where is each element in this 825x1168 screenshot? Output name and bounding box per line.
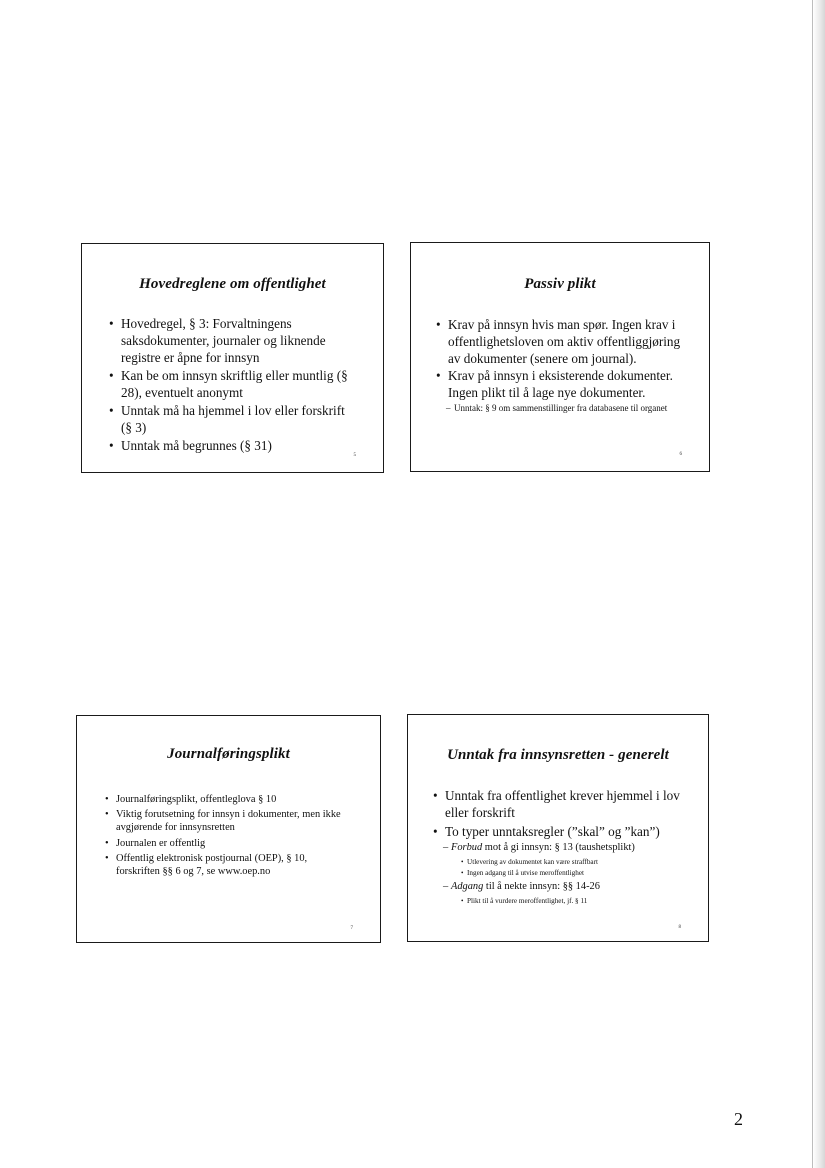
page-number: 2 — [734, 1109, 743, 1129]
forbud-text: mot å gi innsyn: § 13 (taushetsplikt) — [482, 842, 635, 853]
sub-bullet-list — [454, 402, 691, 414]
sub-sub-bullet-item: • Plikt til å vurdere meroffentlighet, jf. § 11 — [467, 896, 694, 907]
sub-sub-bullet-list — [467, 896, 694, 907]
bullet-item: • Journalføringsplikt, offentleglova § 10 — [116, 793, 352, 806]
bullet-item: • Viktig forutsetning for innsyn i dokumenter, men ikke avgjørende for innsynsretten — [116, 808, 352, 834]
bullet-item: • Journalen er offentlig — [116, 837, 352, 850]
bullet-list — [121, 315, 357, 454]
slide-number: 6 — [679, 452, 682, 457]
adgang-term: Adgang — [451, 881, 484, 892]
slide-title: Hovedreglene om offentlighet — [139, 276, 326, 292]
bullet-list — [445, 787, 694, 907]
bullet-list — [448, 316, 691, 414]
sub-sub-bullet-item: • Utlevering av dokumentet kan være straffbart — [467, 857, 694, 868]
bullet-item: • Unntak fra offentlighet krever hjemmel i lov eller forskrift — [445, 787, 694, 821]
slide-number: 8 — [678, 925, 681, 930]
slide-passiv-plikt — [410, 242, 710, 472]
sub-bullet-item: – Unntak: § 9 om sammenstillinger fra databasene til organet — [454, 402, 691, 414]
slide-title: Passiv plikt — [524, 276, 596, 292]
slide-title: Unntak fra innsynsretten - generelt — [447, 747, 669, 763]
scan-edge-shadow — [813, 0, 825, 1168]
sub-bullet-list — [451, 841, 694, 907]
bullet-item: • Unntak må begrunnes (§ 31) — [121, 437, 357, 454]
slide-title: Journalføringsplikt — [167, 746, 290, 762]
sub-bullet-adgang — [451, 880, 694, 907]
sub-sub-bullet-item: • Ingen adgang til å utvise meroffentlighet — [467, 868, 694, 879]
bullet-item: • Hovedregel, § 3: Forvaltningens saksdokumenter, journaler og liknende registre er åpne for innsyn — [121, 315, 357, 366]
bullet-text: To typer unntaksregler (”skal” og ”kan”) — [445, 824, 660, 839]
slide-hovedreglene — [81, 243, 384, 473]
bullet-item: • Offentlig elektronisk postjournal (OEP), § 10, forskriften §§ 6 og 7, se www.oep.no — [116, 852, 352, 878]
forbud-term: Forbud — [451, 842, 483, 853]
bullet-item: • Unntak må ha hjemmel i lov eller forskrift (§ 3) — [121, 402, 357, 436]
bullet-item: • Kan be om innsyn skriftlig eller muntlig (§ 28), eventuelt anonymt — [121, 367, 357, 401]
bullet-item — [448, 367, 691, 414]
bullet-list — [116, 793, 352, 878]
sub-bullet-forbud — [451, 841, 694, 879]
slide-journalforingsplikt — [76, 715, 381, 943]
adgang-text: til å nekte innsyn: §§ 14-26 — [483, 881, 600, 892]
slide-unntak-generelt — [407, 714, 709, 942]
bullet-item: • Krav på innsyn hvis man spør. Ingen krav i offentlighetsloven om aktiv offentliggjøring av dokumenter (senere om journal). — [448, 316, 691, 367]
sub-sub-bullet-list — [467, 857, 694, 879]
slide-number: 7 — [350, 926, 353, 931]
bullet-item — [445, 823, 694, 907]
bullet-text: Krav på innsyn i eksisterende dokumenter. Ingen plikt til å lage nye dokumenter. — [448, 368, 673, 400]
scan-edge-line — [812, 0, 813, 1168]
slide-number: 5 — [353, 453, 356, 458]
